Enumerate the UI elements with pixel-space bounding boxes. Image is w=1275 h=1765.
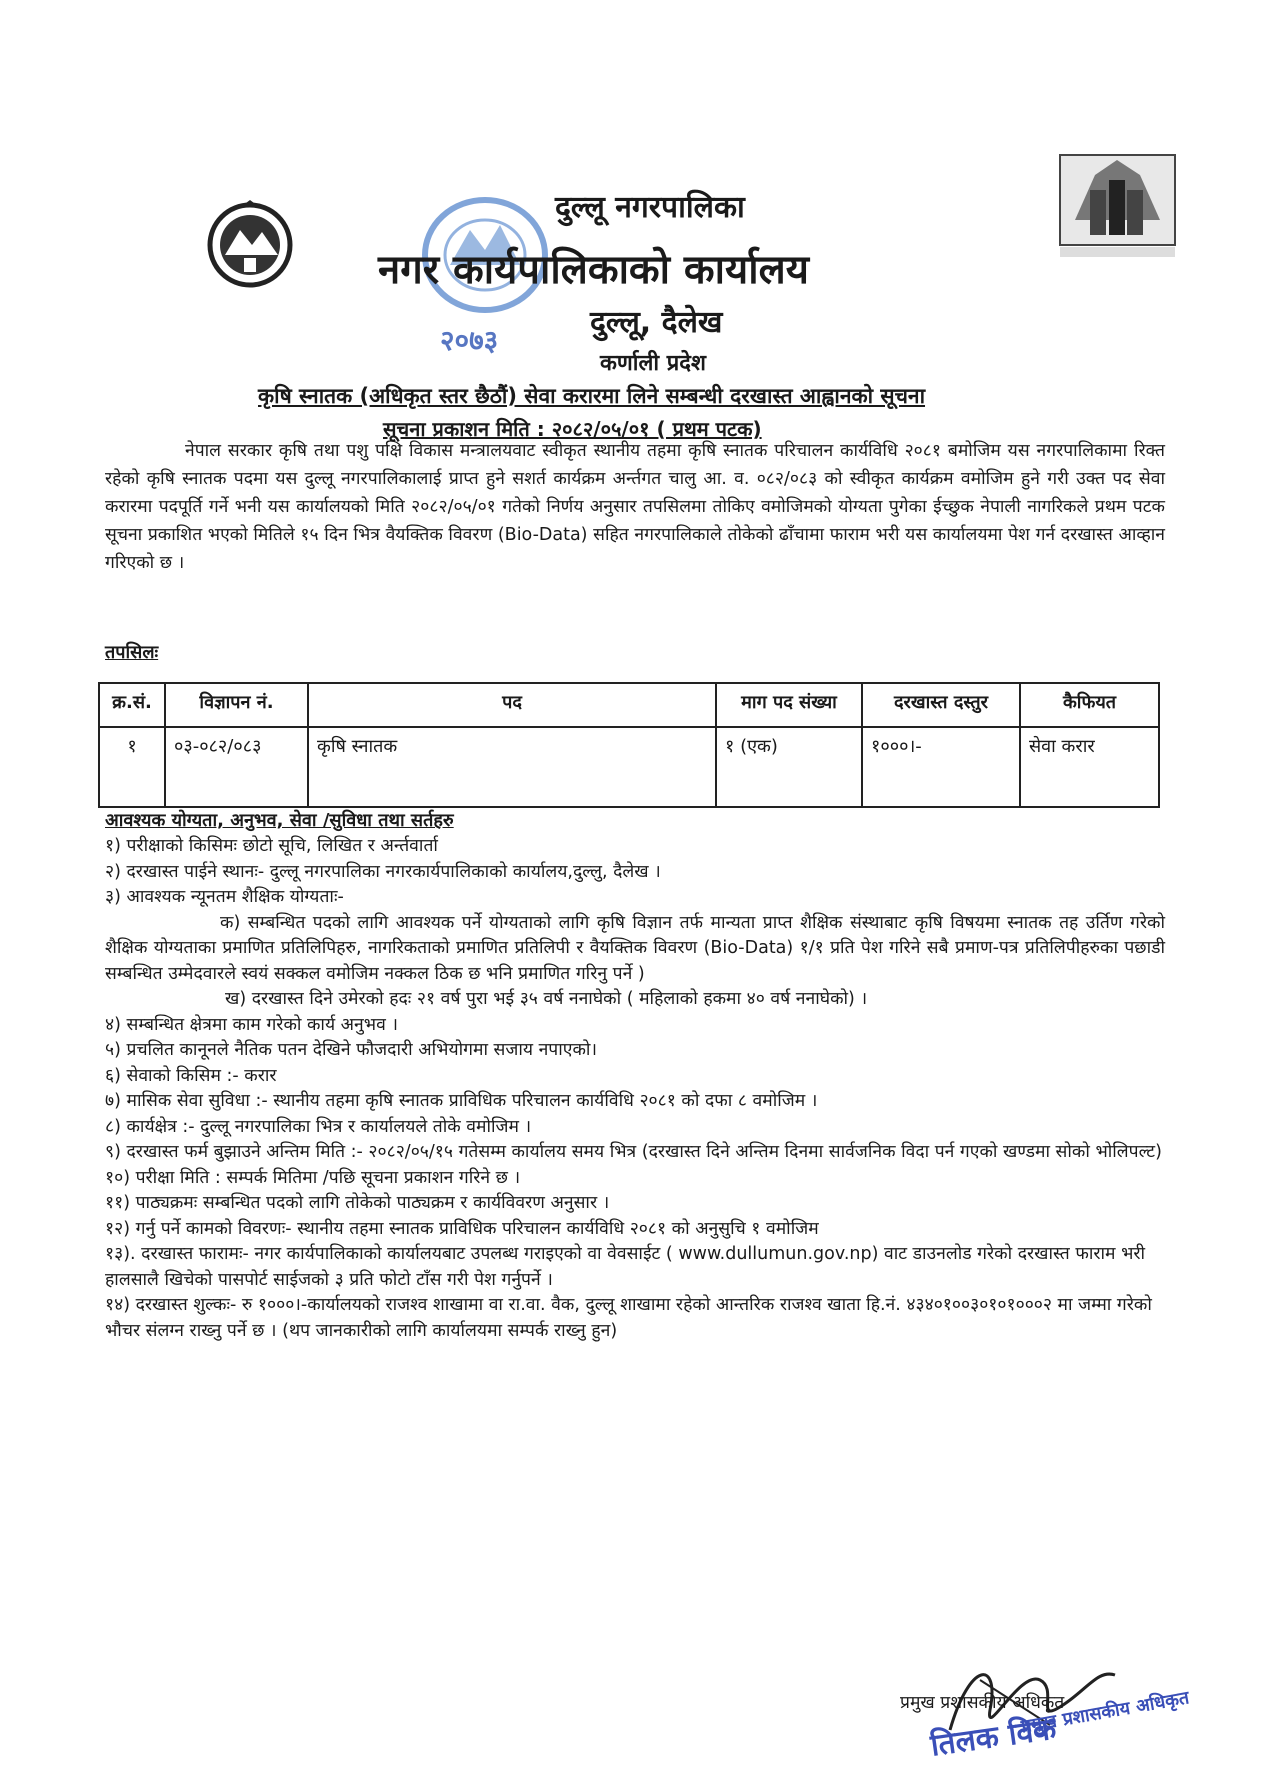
table-header-row (99, 683, 1159, 727)
list-item: १०) परीक्षा मिति : सम्पर्क मितिमा /पछि सूचना प्रकाशन गरिने छ । (105, 1167, 521, 1188)
list-item: २) दरखास्त पाईने स्थानः- दुल्लू नगरपालिका नगरकार्यपालिकाको कार्यालय,दुल्लु, दैलेख । (105, 861, 661, 882)
list-item: १४) दरखास्त शुल्कः- रु १०००।-कार्यालयको राजश्व शाखामा वा रा.वा. वैक, दुल्लू शाखामा रहेको आन्तरिक राजश्व खाता हि.नं. ४३४०१००३०१०१०००२ मा जम्मा गरेको भौचर संलग्न राख्नु पर्ने छ । (थप जानकारीको लागि कार्यालयमा सम्पर्क राख्नु हुन) (105, 1295, 1152, 1341)
notice-intro-paragraph: नेपाल सरकार कृषि तथा पशु पक्षि विकास मन्त्रालयवाट स्वीकृत स्थानीय तहमा कृषि स्नातक परिचालन कार्यविधि २०८१ बमोजिम यस नगरपालिकामा रिक्त रहेको कृषि स्नातक पदमा यस दुल्लू नगरपालिकालाई प्राप्त हुने सशर्त कार्यक्रम अर्न्तगत चालु आ. व. ०८२/०८३ को स्वीकृत कार्यक्रम वमोजिम हुने गरी उक्त पद सेवा करारमा पदपूर्ति गर्ने भनी यस कार्यालयको मिति २०८२/०५/०१ गतेको निर्णय अनुसार तपसिलमा तोकिए वमोजिमको योग्यता पुगेका ईच्छुक नेपाली नागरिकले प्रथम पटक सूचना प्रकाशित भएको मितिले १५ दिन भित्र वैयक्तिक विवरण (Bio-Data) सहित नगरपालिकाले तोकेको ढाँचामा फाराम भरी यस कार्यालयमा पेश गर्न दरखास्त आव्हान गरिएको छ । (105, 441, 1165, 573)
table-cell: १ (एक) (716, 727, 862, 807)
government-emblem-icon (200, 200, 300, 290)
list-item: ९) दरखास्त फर्म बुझाउने अन्तिम मिति :- २०८२/०५/१५ गतेसम्म कार्यालय समय भित्र (दरखास्त दिने अन्तिम दिनमा सार्वजनिक विदा पर्न गएको खण्डमा सोको भोलिपल्ट) (105, 1142, 1162, 1162)
column-header: माग पद संख्या (716, 683, 862, 727)
municipality-logo-icon (1055, 150, 1180, 265)
publication-date: सूचना प्रकाशन मिति : २०८२/०५/०१ ( प्रथम पटक) (383, 417, 762, 441)
municipality-name: दुल्लू नगरपालिका (555, 190, 745, 225)
signer-name-stamp: तिलक विक (928, 1711, 1059, 1764)
signer-post-stamp: प्रमुख प्रशासकीय अधिकृत (1019, 1687, 1191, 1738)
column-header: क्र.सं. (99, 683, 165, 727)
column-header: पद (308, 683, 716, 727)
vacancy-table (98, 682, 1160, 808)
office-title: नगर कार्यपालिकाको कार्यालय (378, 247, 809, 293)
conditions-heading: आवश्यक योग्यता, अनुभव, सेवा /सुविधा तथा सर्तहरु (105, 810, 454, 831)
list-item: १२) गर्नु पर्ने कामको विवरणः- स्थानीय तहमा स्नातक प्राविधिक परिचालन कार्यविधि २०८१ को अनुसुचि १ वमोजिम (105, 1218, 819, 1239)
table-cell: सेवा करार (1020, 727, 1159, 807)
list-item: ७) मासिक सेवा सुविधा :- स्थानीय तहमा कृषि स्नातक प्राविधिक परिचालन कार्यविधि २०८१ को दफा ८ वमोजिम । (105, 1091, 818, 1111)
table-cell: ०३-०८२/०८३ (165, 727, 308, 807)
details-label: तपसिलः (105, 642, 159, 663)
list-item: ८) कार्यक्षेत्र :- दुल्लू नगरपालिका भित्र र कार्यालयले तोके वमोजिम । (105, 1116, 532, 1137)
list-item: ११) पाठ्यक्रमः सम्बन्धित पदको लागि तोकेको पाठ्यक्रम र कार्यविवरण अनुसार । (105, 1193, 610, 1213)
notice-subject: कृषि स्नातक (अधिकृत स्तर छैठौं) सेवा करारमा लिने सम्बन्धी दरखास्त आह्वानको सूचना (258, 384, 926, 408)
province-name: कर्णाली प्रदेश (600, 351, 706, 376)
office-location: दुल्लू, दैलेख (590, 305, 723, 340)
list-item: ३) आवश्यक न्यूनतम शैक्षिक योग्यताः- (105, 887, 344, 907)
svg-text:२०७३: २०७३ (440, 324, 499, 357)
column-header: विज्ञापन नं. (165, 683, 308, 727)
list-item: ४) सम्बन्धित क्षेत्रमा काम गरेको कार्य अनुभव । (105, 1014, 398, 1035)
table-cell: कृषि स्नातक (308, 727, 716, 807)
list-item: ५) प्रचलित कानूनले नैतिक पतन देखिने फौजदारी अभियोगमा सजाय नपाएको। (105, 1040, 598, 1060)
signer-title: प्रमुख प्रशासकीय अधिकृत (900, 1693, 1065, 1713)
list-item: १३). दरखास्त फारामः- नगर कार्यपालिकाको कार्यालयबाट उपलब्ध गराइएको वा वेवसाईट ( www.dullumun.gov.np) वाट डाउनलोड गरेको दरखास्त फाराम भरी हालसालै खिचेको पासपोर्ट साईजको ३ प्रति फोटो टाँस गरी पेश गर्नुपर्ने । (105, 1244, 1146, 1290)
list-item: १) परीक्षाको किसिमः छोटो सूचि, लिखित र अर्न्तवार्ता (105, 836, 438, 856)
list-item: ६) सेवाको किसिम :- करार (105, 1065, 277, 1086)
table-cell: १ (99, 727, 165, 807)
list-item: ख) दरखास्त दिने उमेरको हदः २१ वर्ष पुरा भई ३५ वर्ष ननाघेको ( महिलाको हकमा ४० वर्ष ननाघेको) । (225, 989, 868, 1009)
table-row (99, 727, 1159, 807)
list-item: क) सम्बन्धित पदको लागि आवश्यक पर्ने योग्यताको लागि कृषि विज्ञान तर्फ मान्यता प्राप्त शैक्षिक संस्थाबाट कृषि विषयमा स्नातक तह उर्तिण गरेको शैक्षिक योग्यताका प्रमाणित प्रतिलिपिहरु, नागरिकताको प्रमाणित प्रतिलिपी र वैयक्तिक विवरण (Bio-Data) १/१ प्रति पेश गरिने सबै प्रमाण-पत्र प्रतिलिपीहरुका पछाडी सम्बन्धित उम्मेदवारले स्वयं सक्कल वमोजिम नक्कल ठिक छ भनि प्रमाणित गरिनु पर्ने ) (105, 912, 1165, 984)
conditions-list (105, 834, 1165, 1344)
table-cell: १०००।- (862, 727, 1020, 807)
column-header: दरखास्त दस्तुर (862, 683, 1020, 727)
column-header: कैफियत (1020, 683, 1159, 727)
